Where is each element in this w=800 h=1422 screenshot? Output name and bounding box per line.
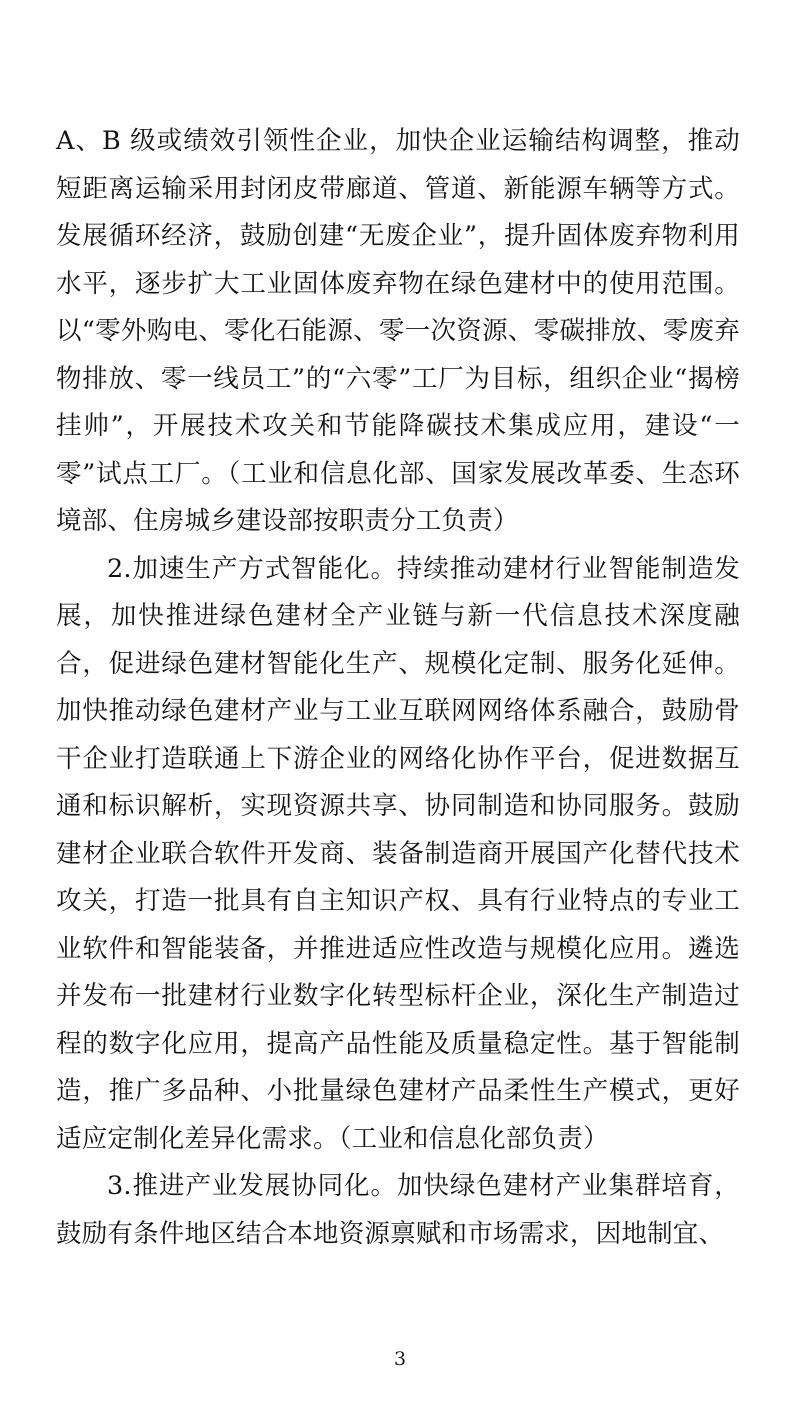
page-number: 3 <box>393 1348 407 1370</box>
paragraph-item-3: 3.推进产业发展协同化。加快绿色建材产业集群培育，鼓励有条件地区结合本地资源禀赋和市场需求，因地制宜、 <box>56 1171 740 1249</box>
paragraph-item-2: 2.加速生产方式智能化。持续推动建材行业智能制造发展，加快推进绿色建材全产业链与新一代信息技术深度融合，促进绿色建材智能化生产、规模化定制、服务化延伸。加快推动绿色建材产业与工业互联网网络体系融合，鼓励骨干企业打造联通上下游企业的网络化协作平台，促进数据互通和标识解析，实现资源共享、协同制造和协同服务。鼓励建材企业联合软件开发商、装备制造商开展国产化替代技术攻关，打造一批具有自主知识产权、具有行业特点的专业工业软件和智能装备，并推进适应性改造与规模化应用。遴选并发布一批建材行业数字化转型标杆企业，深化生产制造过程的数字化应用，提高产品性能及质量稳定性。基于智能制造，推广多品种、小批量绿色建材产品柔性生产模式，更好适应定制化差异化需求。（工业和信息化部负责） <box>56 553 740 1154</box>
document-body <box>56 118 740 1258</box>
paragraph-continued: A、B 级或绩效引领性企业，加快企业运输结构调整，推动短距离运输采用封闭皮带廊道、管道、新能源车辆等方式。发展循环经济，鼓励创建“无废企业”，提升固体废弃物利用水平，逐步扩大工业固体废弃物在绿色建材中的使用范围。以“零外购电、零化石能源、零一次资源、零碳排放、零废弃物排放、零一线员工”的“六零”工厂为目标，组织企业“揭榜挂帅”，开展技术攻关和节能降碳技术集成应用，建设“一零”试点工厂。（工业和信息化部、国家发展改革委、生态环境部、住房城乡建设部按职责分工负责） <box>56 126 740 536</box>
